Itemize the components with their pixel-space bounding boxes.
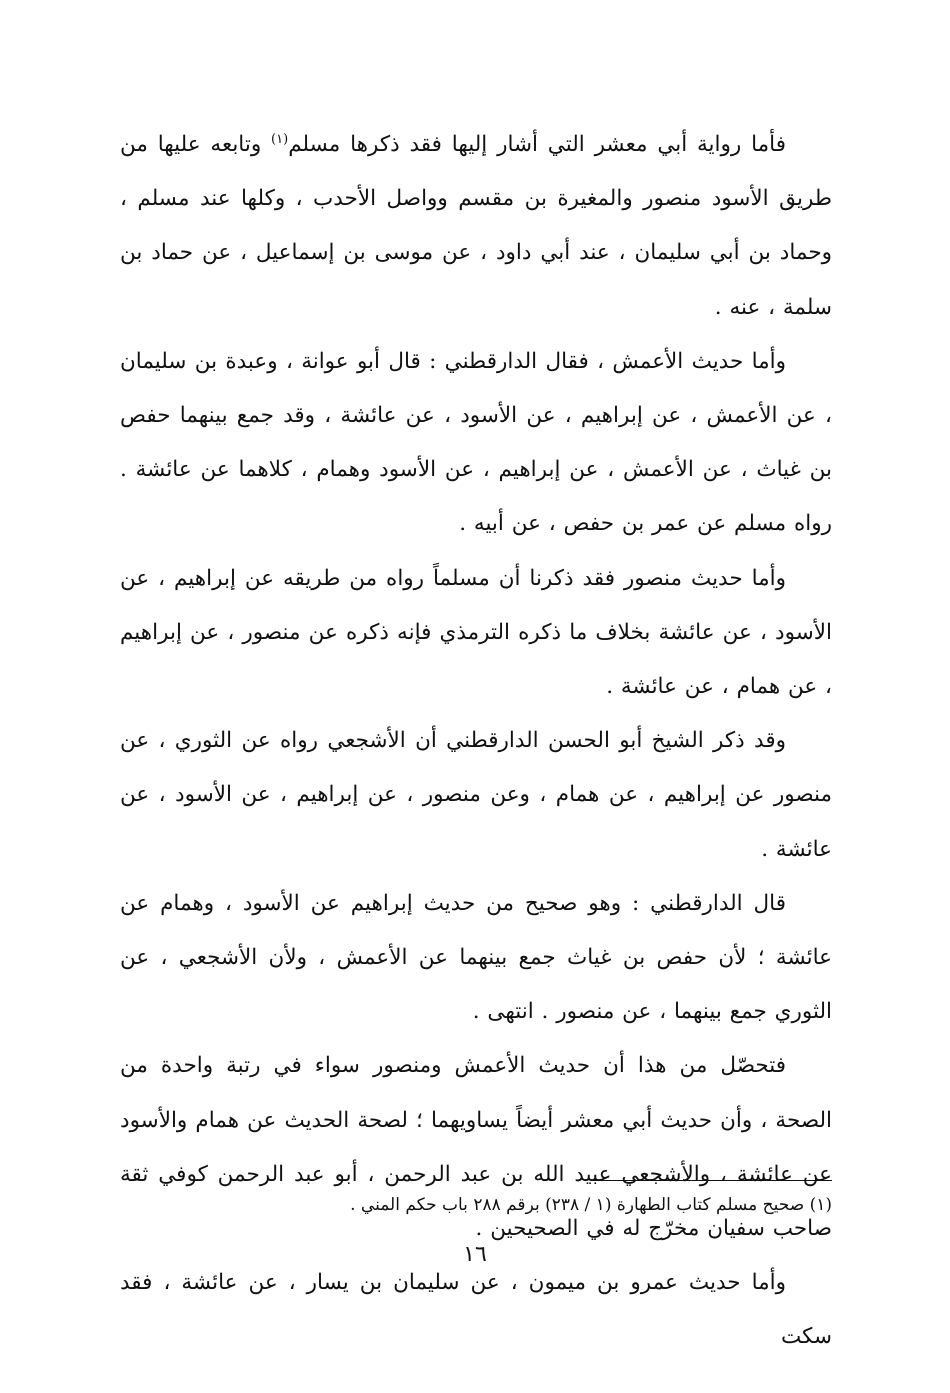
paragraph-text: فأما رواية أبي معشر التي أشار إليها فقد ذكرها مسلم	[288, 132, 786, 157]
paragraph	[120, 118, 832, 335]
paragraph: وأما حديث عمرو بن ميمون ، عن سليمان بن يسار ، عن عائشة ، فقد سكت	[120, 1270, 832, 1350]
footnote-reference[interactable]: (١)	[271, 132, 289, 147]
paragraph-text: وتابعه عليها من طريق الأسود منصور والمغيرة بن مقسم وواصل الأحدب ، وكلها عند مسلم ، وحماد بن أبي سليمان ، عند أبي داود ، عن موسى بن إسماعيل ، عن حماد بن سلمة ، عنه .	[120, 132, 832, 320]
main-text	[120, 118, 832, 1365]
paragraph: وأما حديث منصور فقد ذكرنا أن مسلماً رواه من طريقه عن إبراهيم ، عن الأسود ، عن عائشة بخلاف ما ذكره الترمذي فإنه ذكره عن منصور ، عن إبراهيم ، عن همام ، عن عائشة .	[120, 565, 832, 700]
page-number: ١٦	[463, 1242, 487, 1267]
paragraph: فتحصّل من هذا أن حديث الأعمش ومنصور سواء في رتبة واحدة من الصحة ، وأن حديث أبي معشر أيضاً يساويهما ؛ لصحة الحديث عن همام والأسود عن عائشة ، والأشجعي عبيد الله بن عبد الرحمن ، أبو عبد الرحمن كوفي ثقة صاحب سفيان مخرّج له في الصحيحين .	[120, 1053, 832, 1242]
paragraph: وأما حديث الأعمش ، فقال الدارقطني : قال أبو عوانة ، وعبدة بن سليمان ، عن الأعمش ، عن إبراهيم ، عن الأسود ، عن عائشة ، وقد جمع بينهما حفص بن غياث ، عن الأعمش ، عن إبراهيم ، عن الأسود وهمام ، كلاهما عن عائشة . رواه مسلم عن عمر بن حفص ، عن أبيه .	[120, 348, 832, 537]
paragraph: وقد ذكر الشيخ أبو الحسن الدارقطني أن الأشجعي رواه عن الثوري ، عن منصور عن إبراهيم ، عن همام ، وعن منصور ، عن إبراهيم ، عن الأسود ، عن عائشة .	[120, 728, 832, 862]
footnote: (١) صحيح مسلم كتاب الطهارة (١ / ٢٣٨) برقم ٢٨٨ باب حكم المني .	[350, 1195, 832, 1215]
footnote-separator	[592, 1180, 832, 1181]
paragraph: قال الدارقطني : وهو صحيح من حديث إبراهيم عن الأسود ، وهمام عن عائشة ؛ لأن حفص بن غياث جمع بينهما عن الأعمش ، ولأن الأشجعي ، عن الثوري جمع بينهما ، عن منصور . انتهى .	[120, 890, 832, 1025]
